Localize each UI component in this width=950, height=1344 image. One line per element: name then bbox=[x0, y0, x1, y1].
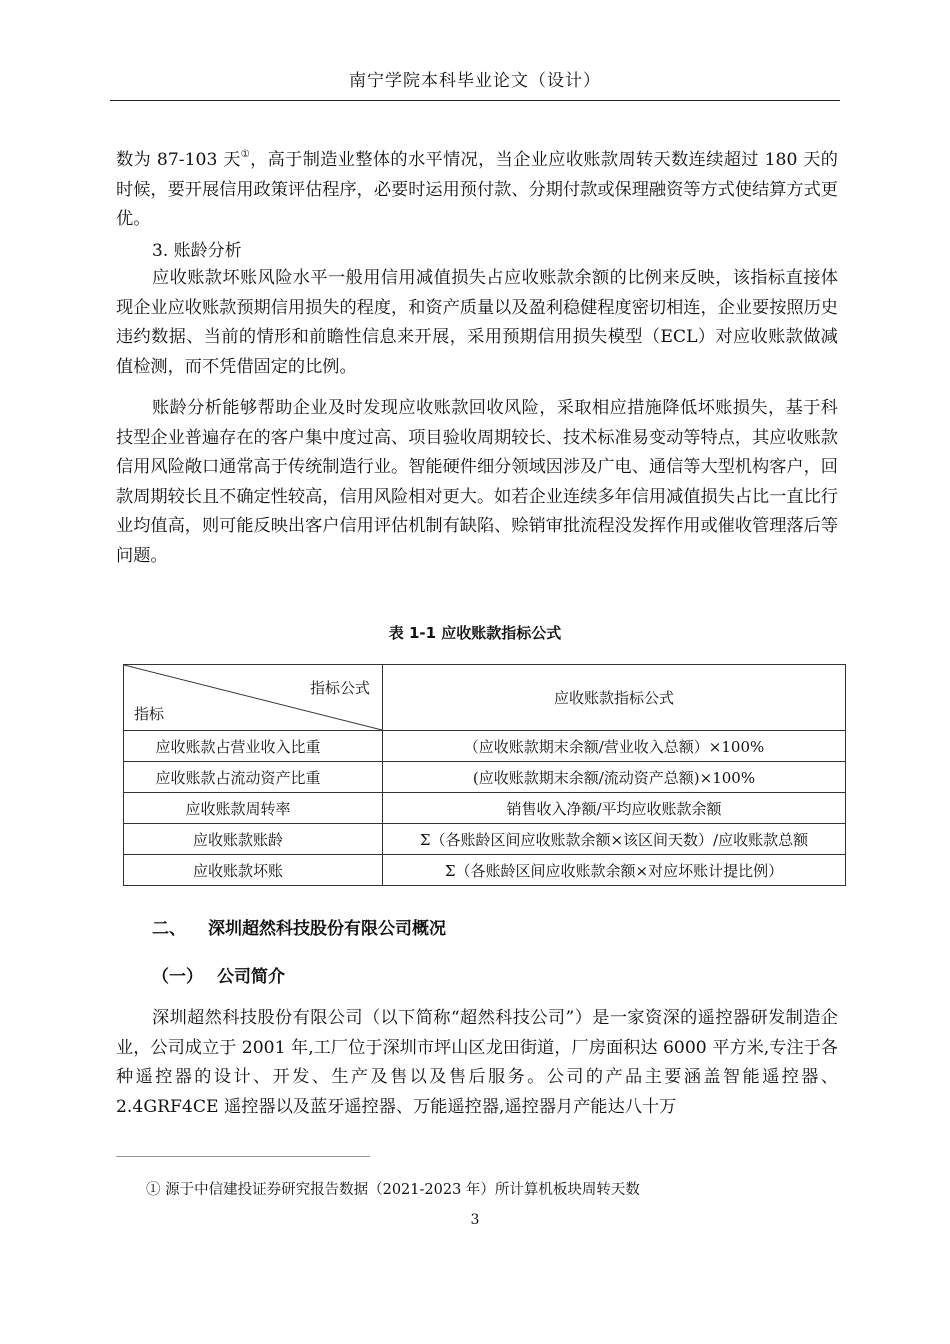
table-header-row bbox=[124, 665, 846, 731]
corner-label-indicator: 指标 bbox=[134, 705, 165, 723]
page-header: 南宁学院本科毕业论文（设计） bbox=[349, 71, 601, 91]
receivables-formula-table bbox=[123, 664, 846, 886]
table-cell-indicator: 应收账款占营业收入比重 bbox=[124, 731, 383, 762]
footnote: ① 源于中信建投证券研究报告数据（2021-2023 年）所计算机板块周转天数 bbox=[146, 1182, 640, 1198]
paragraph-2: 应收账款坏账风险水平一般用信用减值损失占应收账款余额的比例来反映，该指标直接体现企业应收账款预期信用损失的程度，和资产质量以及盈利稳健程度密切相连，企业要按照历史违约数据、当前的情形和前瞻性信息来开展，采用预期信用损失模型（ECL）对应收账款做减值检测，而不凭借固定的比例。 bbox=[116, 268, 838, 377]
section-2-number: 二、 bbox=[152, 919, 186, 939]
table-caption: 表 1-1 应收账款指标公式 bbox=[388, 624, 562, 642]
table-cell-indicator: 应收账款周转率 bbox=[124, 793, 383, 824]
paragraph-1-start: 数为 87-103 天 bbox=[116, 150, 241, 170]
section-2-1-number: （一） bbox=[152, 967, 203, 987]
table-cell-indicator: 应收账款坏账 bbox=[124, 855, 383, 886]
header-rule bbox=[110, 100, 840, 101]
footnote-rule bbox=[116, 1156, 370, 1157]
table-row bbox=[124, 731, 846, 762]
table-cell-indicator: 应收账款账龄 bbox=[124, 824, 383, 855]
section-2-1-heading bbox=[152, 962, 285, 987]
table-row bbox=[124, 762, 846, 793]
paragraph-1-rest: ，高于制造业整体的水平情况，当企业应收账款周转天数连续超过 180 天的时候，要开展信用政策评估程序，必要时运用预付款、分期付款或保理融资等方式使结算方式更优。 bbox=[116, 150, 838, 230]
table-row bbox=[124, 855, 846, 886]
table-header-formula: 应收账款指标公式 bbox=[383, 665, 846, 731]
corner-label-formula: 指标公式 bbox=[309, 679, 370, 697]
table-row bbox=[124, 793, 846, 824]
table-cell-formula: Σ（各账龄区间应收账款余额×该区间天数）/应收账款总额 bbox=[383, 824, 846, 855]
table-cell-formula: 销售收入净额/平均应收账款余额 bbox=[383, 793, 846, 824]
table-corner-cell bbox=[124, 665, 383, 731]
paragraph-3: 账龄分析能够帮助企业及时发现应收账款回收风险，采取相应措施降低坏账损失，基于科技型企业普遍存在的客户集中度过高、项目验收周期较长、技术标准易变动等特点，其应收账款信用风险敞口通常高于传统制造行业。智能硬件细分领域因涉及广电、通信等大型机构客户，回款周期较长且不确定性较高，信用风险相对更大。如若企业连续多年信用减值损失占比一直比行业均值高，则可能反映出客户信用评估机制有缺陷、赊销审批流程没发挥作用或催收管理落后等问题。 bbox=[116, 398, 838, 566]
table-cell-formula: （应收账款期末余额/营业收入总额）×100% bbox=[383, 731, 846, 762]
subsection-aging-analysis: 3. 账龄分析 bbox=[152, 241, 242, 261]
section-2-title: 深圳超然科技股份有限公司概况 bbox=[208, 919, 446, 939]
table-cell-indicator: 应收账款占流动资产比重 bbox=[124, 762, 383, 793]
paragraph-1 bbox=[116, 140, 838, 235]
table-cell-formula: (应收账款期末余额/流动资产总额)×100% bbox=[383, 762, 846, 793]
footnote-mark[interactable]: ① bbox=[240, 149, 251, 160]
table-row bbox=[124, 824, 846, 855]
paragraph-4: 深圳超然科技股份有限公司（以下简称“超然科技公司”）是一家资深的遥控器研发制造企业，公司成立于 2001 年,工厂位于深圳市坪山区龙田街道，厂房面积达 6000 平方米,专注于各种遥控器的设计、开发、生产及售以及售后服务。公司的产品主要涵盖智能遥控器、2.4GRF4CE 遥控器以及蓝牙遥控器、万能遥控器,遥控器月产能达八十万 bbox=[116, 1008, 838, 1117]
page-number: 3 bbox=[470, 1212, 480, 1228]
section-2-heading bbox=[152, 914, 446, 939]
section-2-1-title: 公司简介 bbox=[217, 967, 285, 987]
table-cell-formula: Σ（各账龄区间应收账款余额×对应坏账计提比例） bbox=[383, 855, 846, 886]
